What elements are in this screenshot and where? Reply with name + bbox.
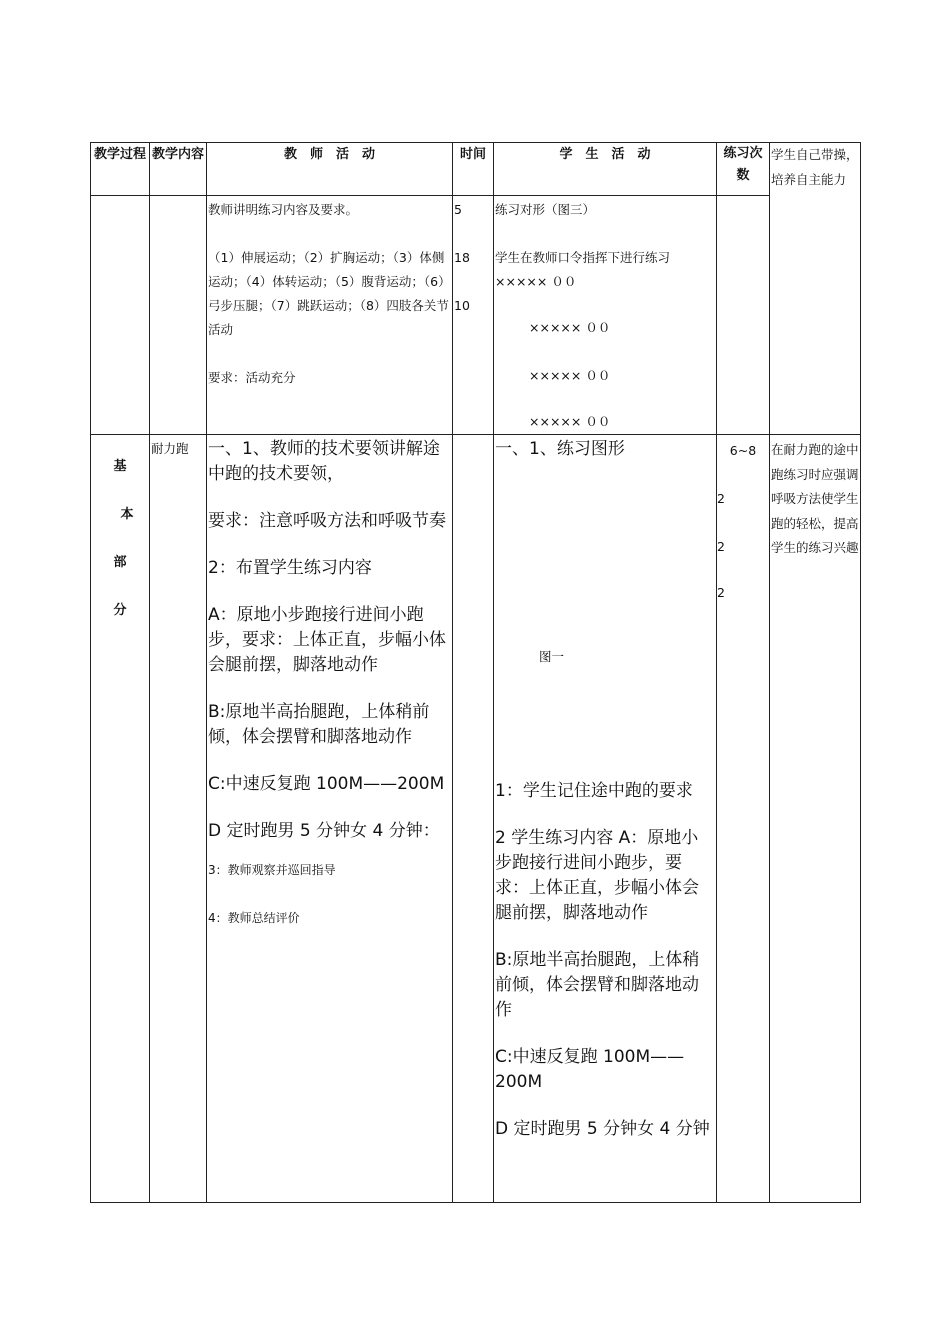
main-time [453,435,494,1203]
main-process-char-3: 部 [113,555,127,570]
main-teacher-drill-d: D 定时跑男 5 分钟女 4 分钟： [208,821,440,841]
warmup-student [494,196,717,435]
warmup-student-formation-row-4: ××××× ００ [529,414,611,429]
main-teacher-drill-c: C:中速反复跑 100M——200M [208,774,445,794]
main-student [494,435,717,1203]
warmup-student-formation-row-3: ××××× ００ [529,368,611,383]
warmup-teacher-requirement: 要求：活动充分 [208,370,296,385]
main-teacher-observe: 3：教师观察并巡回指导 [208,863,336,877]
main-note-text: 在耐力跑的途中跑练习时应强调呼吸方法使学生跑的轻松，提高学生的练习兴趣 [771,442,859,555]
warmup-student-formation-row-2: ××××× ００ [529,320,611,335]
main-teacher-explain: 一、1、教师的技术要领讲解途中跑的技术要领， [208,439,440,484]
main-process-char-4: 分 [113,603,127,618]
header-row [91,143,861,196]
warmup-teacher-intro: 教师讲明练习内容及要求。 [208,202,359,217]
warmup-time-2: 18 [454,250,470,265]
warmup-content [150,196,207,435]
warmup-row [91,196,861,435]
main-count-4: 2 [717,585,725,600]
warmup-teacher-exercises: （1）伸展运动；（2）扩胸运动；（3）体侧运动；（4）体转运动；（5）腹背运动；（6）弓步压腿；（7）跳跃运动；（8）四肢各关节活动 [208,250,451,337]
warmup-count [717,196,770,435]
warmup-teacher [207,196,453,435]
header-process: 教学过程 [91,143,150,196]
main-count-3: 2 [717,539,725,554]
warmup-student-practice: 学生在教师口令指挥下进行练习××××× ００ [495,250,671,289]
main-student-figure-label: 图一 [539,649,565,664]
lesson-plan-table [90,142,861,1203]
header-count-line2: 数 [736,168,750,183]
main-student-drill-d: D 定时跑男 5 分钟女 4 分钟 [495,1119,710,1139]
warmup-student-formation: 练习对形（图三） [495,202,596,217]
main-teacher-drill-b: B:原地半高抬腿跑，上体稍前倾，体会摆臂和脚落地动作 [208,702,430,747]
main-count-2: 2 [717,491,725,506]
main-process [91,435,150,1203]
main-content [150,435,207,1203]
header-teacher: 教 师 活 动 [207,143,453,196]
main-process-char-2: 本 [120,507,134,522]
main-content-text: 耐力跑 [151,441,189,456]
main-teacher-assign: 2：布置学生练习内容 [208,558,372,578]
warmup-process [91,196,150,435]
warmup-time [453,196,494,435]
main-student-drill-b: B:原地半高抬腿跑，上体稍前倾，体会摆臂和脚落地动作 [495,950,700,1020]
main-process-char-1: 基 [113,459,127,474]
main-student-drill-a: 2 学生练习内容 A：原地小步跑接行进间小跑步，要求：上体正直，步幅小体会腿前摆，脚落地动作 [495,828,699,923]
main-teacher-summary: 4：教师总结评价 [208,911,300,925]
warmup-time-1: 5 [454,202,462,217]
header-student: 学 生 活 动 [494,143,717,196]
header-time: 时间 [453,143,494,196]
main-student-figure-title: 一、1、练习图形 [495,439,625,459]
warmup-time-3: 10 [454,298,470,313]
note-top: 学生自己带操，培养自主能力 [771,147,859,187]
main-student-drill-c: C:中速反复跑 100M——200M [495,1047,685,1092]
note-cell-top [770,143,861,435]
main-student-remember: 1：学生记住途中跑的要求 [495,781,693,801]
header-content: 教学内容 [150,143,207,196]
main-row [91,435,861,1203]
main-teacher-drill-a: A：原地小步跑接行进间小跑步，要求：上体正直，步幅小体会腿前摆，脚落地动作 [208,605,446,675]
main-teacher-requirement: 要求：注意呼吸方法和呼吸节奏 [208,511,446,531]
main-teacher [207,435,453,1203]
main-count [717,435,770,1203]
main-note [770,435,861,1203]
header-count [717,143,770,196]
main-count-1: 6~8 [729,443,757,458]
header-count-line1: 练习次 [723,146,763,161]
